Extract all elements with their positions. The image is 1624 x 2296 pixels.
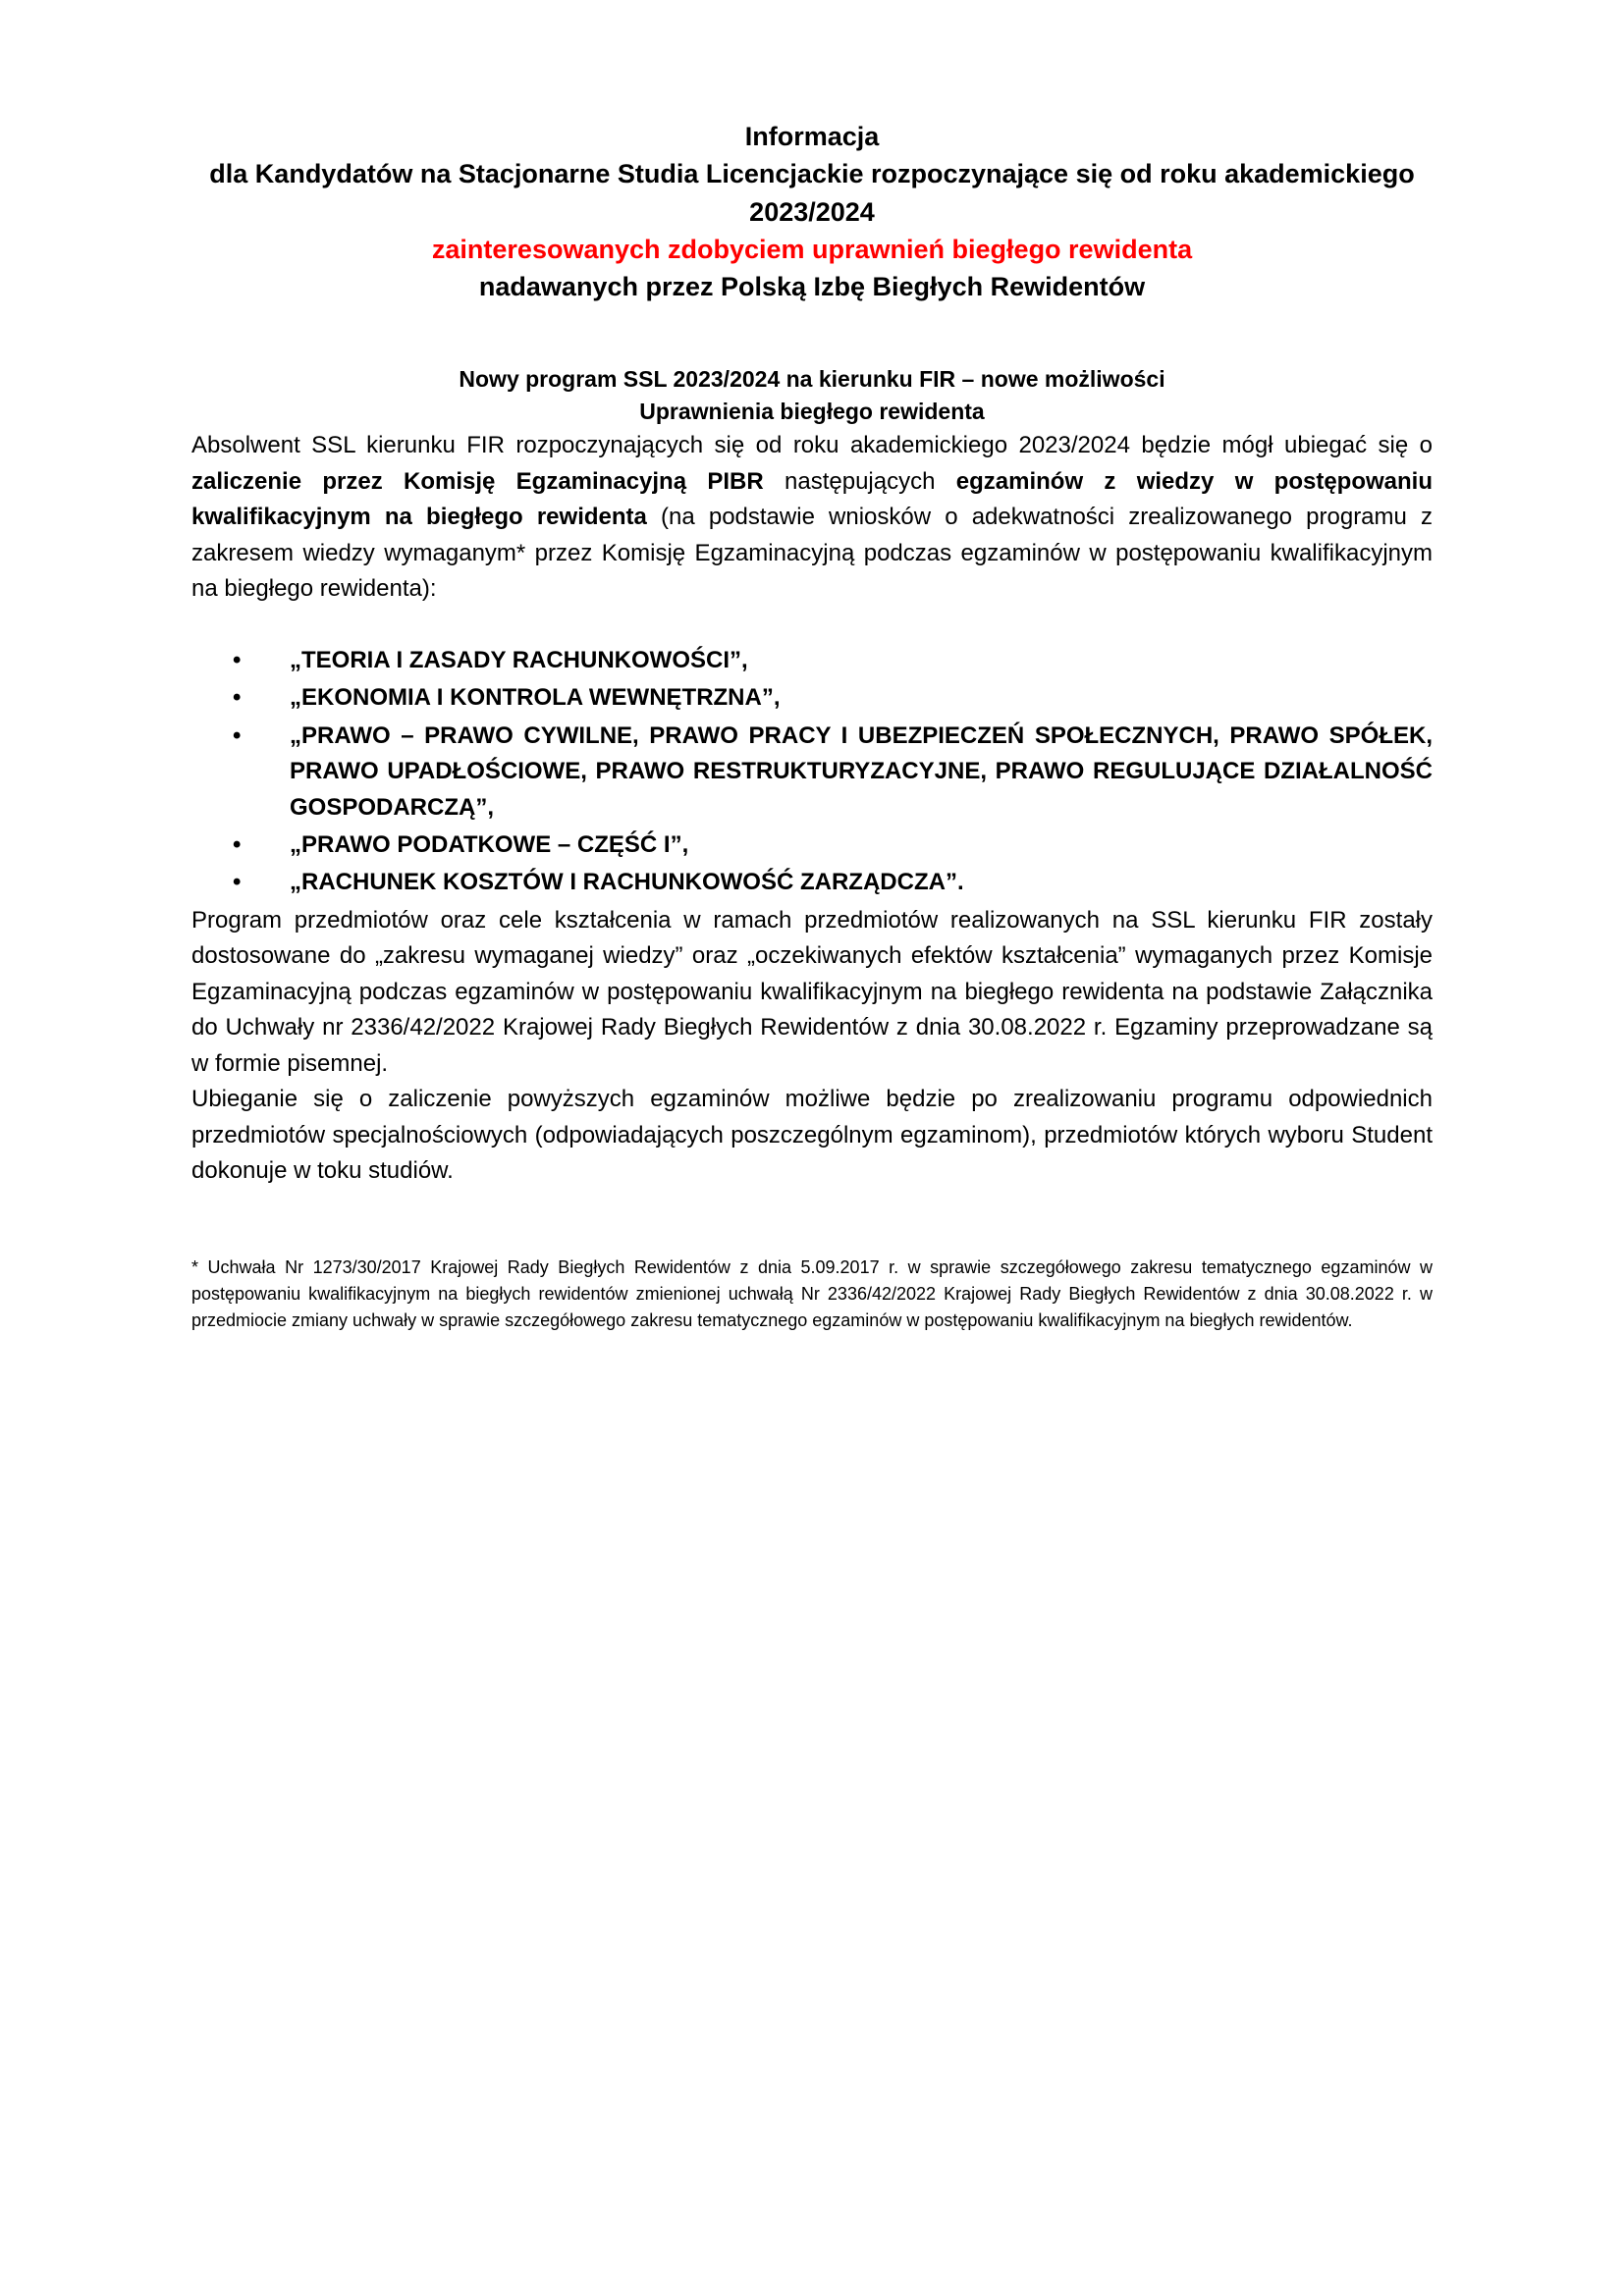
list-item-label: „RACHUNEK KOSZTÓW I RACHUNKOWOŚĆ ZARZĄDCZA”. <box>290 869 964 896</box>
title-line-2: dla Kandydatów na Stacjonarne Studia Licencjackie rozpoczynające się od roku akademickiego 2023/2024 <box>209 159 1415 227</box>
program-paragraph: Program przedmiotów oraz cele kształcenia w ramach przedmiotów realizowanych na SSL kierunku FIR zostały dostosowane do „zakresu wymaganej wiedzy” oraz „oczekiwanych efektów kształcenia” wymaganych przez Komisje Egzaminacyjną podczas egzaminów w postępowaniu kwalifikacyjnym na biegłego rewidenta na podstawie Załącznika do Uchwały nr 2336/42/2022 Krajowej Rady Biegłych Rewidentów z dnia 30.08.2022 r. Egzaminy przeprowadzane są w formie pisemnej. <box>191 906 1433 1077</box>
bullet-icon: • <box>233 646 242 673</box>
list-item <box>191 865 1433 900</box>
bullet-icon: • <box>233 869 242 896</box>
list-item-label: „EKONOMIA I KONTROLA WEWNĘTRZNA”, <box>290 684 781 712</box>
bullet-icon: • <box>233 721 242 749</box>
list-item <box>191 680 1433 716</box>
intro-bold-2: egzaminów z wiedzy w postępowaniu kwalifikacyjnym na biegłego rewidenta <box>191 467 1434 531</box>
footnote: * Uchwała Nr 1273/30/2017 Krajowej Rady Biegłych Rewidentów z dnia 5.09.2017 r. w sprawie szczegółowego zakresu tematycznego egzaminów w postępowaniu kwalifikacyjnym na biegłych rewidentów zmienionej uchwałą Nr 2336/42/2022 Krajowej Rady Biegłych Rewidentów z dnia 30.08.2022 r. w przedmiocie zmiany uchwały w sprawie szczegółowego zakresu tematycznego egzaminów w postępowaniu kwalifikacyjnym na biegłych rewidentów. <box>191 1256 1433 1331</box>
list-item <box>191 719 1433 826</box>
intro-paragraph <box>191 428 1433 607</box>
intro-text-part-1: Absolwent SSL kierunku FIR rozpoczynających się od roku akademickiego 2023/2024 będzie mógł ubiegać się o <box>191 432 1433 459</box>
bullet-icon: • <box>233 831 242 859</box>
page-title <box>191 118 1433 306</box>
list-item <box>191 828 1433 863</box>
subtitle <box>191 363 1433 429</box>
list-item-label: „PRAWO PODATKOWE – CZĘŚĆ I”, <box>290 831 689 859</box>
exam-list <box>191 643 1433 901</box>
intro-bold-1: zaliczenie przez Komisję Egzaminacyjną PIBR <box>191 467 764 495</box>
title-line-3-highlight: zainteresowanych zdobyciem uprawnień biegłego rewidenta <box>431 234 1193 264</box>
title-line-1: Informacja <box>744 122 880 151</box>
list-item-label: „TEORIA I ZASADY RACHUNKOWOŚCI”, <box>290 646 748 673</box>
bullet-icon: • <box>233 684 242 712</box>
subtitle-line-1: Nowy program SSL 2023/2024 na kierunku FIR – nowe możliwości <box>459 365 1165 392</box>
list-item <box>191 643 1433 678</box>
subtitle-line-2: Uprawnienia biegłego rewidenta <box>639 398 985 424</box>
applying-paragraph: Ubieganie się o zaliczenie powyższych egzaminów możliwe będzie po zrealizowaniu programu odpowiednich przedmiotów specjalnościowych (odpowiadających poszczególnym egzaminom), przedmiotów których wyboru Student dokonuje w toku studiów. <box>191 1086 1433 1185</box>
title-line-4: nadawanych przez Polską Izbę Biegłych Rewidentów <box>478 272 1146 302</box>
intro-text-part-3: (na podstawie wniosków o adekwatności zrealizowanego programu z zakresem wiedzy wymaganym* przez Komisję Egzaminacyjną podczas egzaminów w postępowaniu kwalifikacyjnym na biegłego rewidenta): <box>191 504 1434 603</box>
intro-text-part-2: następujących <box>763 467 956 495</box>
list-item-label: „PRAWO – PRAWO CYWILNE, PRAWO PRACY I UBEZPIECZEŃ SPOŁECZNYCH, PRAWO SPÓŁEK, PRAWO UPADŁOŚCIOWE, PRAWO RESTRUKTURYZACYJNE, PRAWO REGULUJĄCE DZIAŁALNOŚĆ GOSPODARCZĄ”, <box>290 721 1433 821</box>
